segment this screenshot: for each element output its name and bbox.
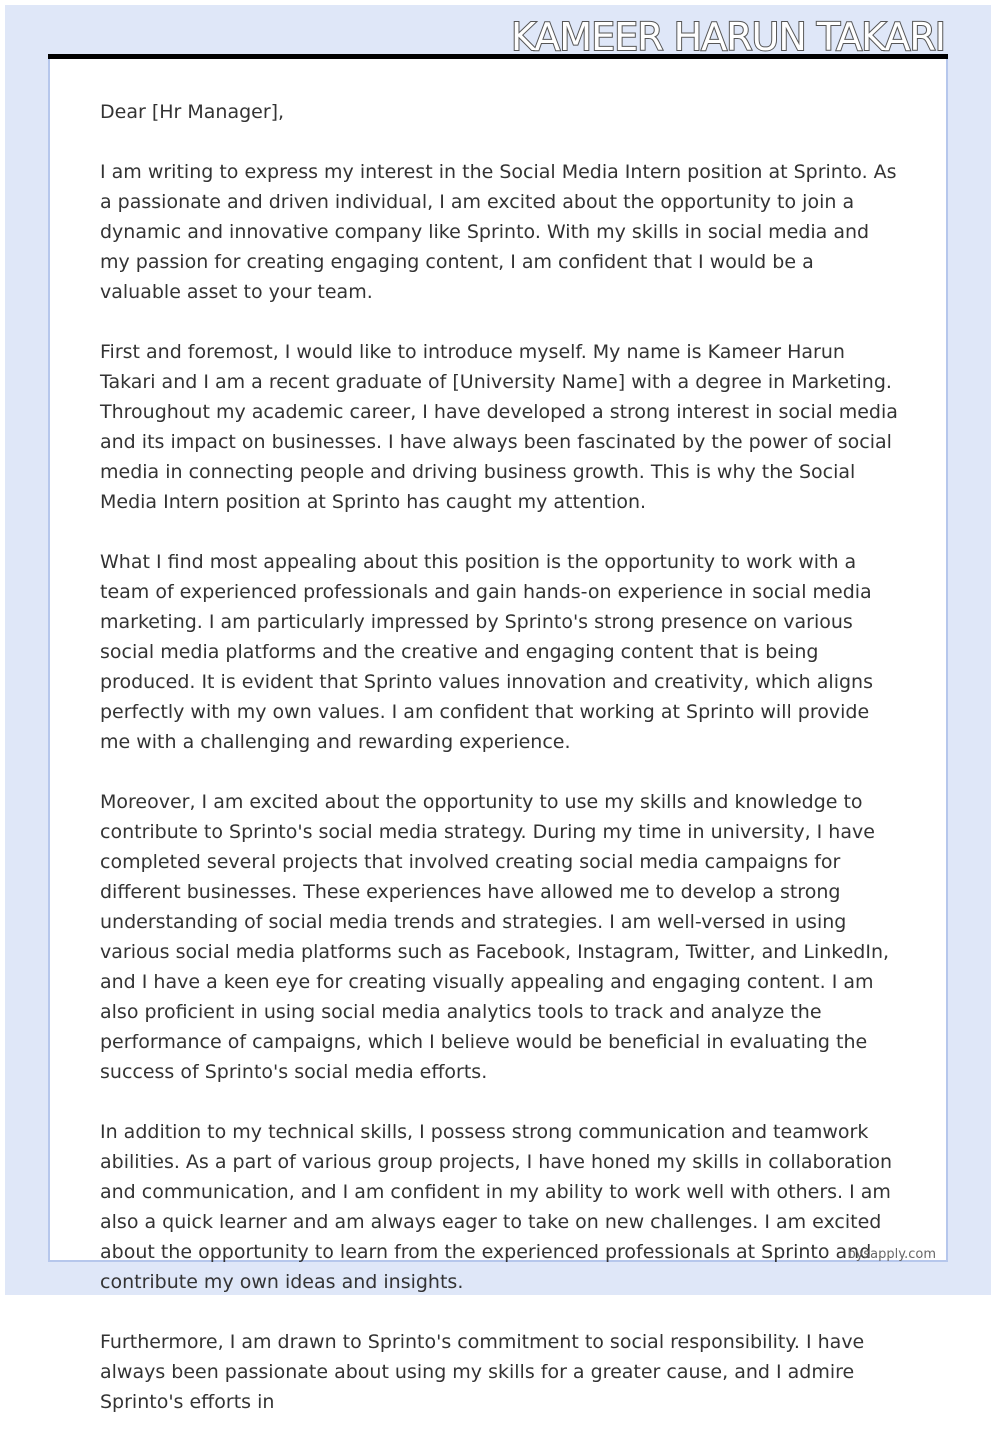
paragraph-4: Moreover, I am excited about the opportunity to use my skills and knowledge to contribute to Sprinto's social media strategy. During my time in university, I have completed several projects that involved creating social media campaigns for different businesses. These experiences have allowed me to develop a strong understanding of social media trends and strategies. I am well-versed in using various social media platforms such as Facebook, Instagram, Twitter, and LinkedIn, and I have a keen eye for creating visually appealing and engaging content. I am also proficient in using social media analytics tools to track and analyze the performance of campaigns, which I believe would be beneficial in evaluating the success of Sprinto's social media efforts.	[100, 791, 890, 1083]
paragraph-5: In addition to my technical skills, I possess strong communication and teamwork abilities. As a part of various group projects, I have honed my skills in collaboration and communication, and I am confident in my ability to work well with others. I am also a quick learner and am always eager to take on new challenges. I am excited about the opportunity to learn from the experienced professionals at Sprinto and contribute my own ideas and insights.	[100, 1121, 893, 1293]
applicant-name: KAMEER HARUN TAKARI	[511, 15, 945, 59]
salutation: Dear [Hr Manager],	[100, 101, 285, 123]
paragraph-3: What I find most appealing about this position is the opportunity to work with a team of experienced professionals and gain hands-on experience in social media marketing. I am particularly impressed by Sprinto's strong presence on various social media platforms and the creative and engaging content that is being produced. It is evident that Sprinto values innovation and creativity, which aligns perfectly with my own values. I am confident that working at Sprinto will provide me with a challenging and rewarding experience.	[100, 551, 873, 753]
page-frame	[5, 5, 991, 1413]
watermark: bysapply.com	[847, 1247, 936, 1262]
paragraph-1: I am writing to express my interest in the Social Media Intern position at Sprinto. As a passionate and driven individual, I am excited about the opportunity to join a dynamic and innovative company like Sprinto. With my skills in social media and my passion for creating engaging content, I am confident that I would be a valuable asset to your team.	[100, 161, 897, 303]
paragraph-6: Furthermore, I am drawn to Sprinto's commitment to social responsibility. I have always been passionate about using my skills for a greater cause, and I admire Sprinto's efforts in	[100, 1331, 865, 1413]
letter-body	[100, 97, 900, 1447]
paragraph-2: First and foremost, I would like to introduce myself. My name is Kameer Harun Takari and I am a recent graduate of [University Name] with a degree in Marketing. Throughout my academic career, I have developed a strong interest in social media and its impact on businesses. I have always been fascinated by the power of social media in connecting people and driving business growth. This is why the Social Media Intern position at Sprinto has caught my attention.	[100, 341, 898, 513]
